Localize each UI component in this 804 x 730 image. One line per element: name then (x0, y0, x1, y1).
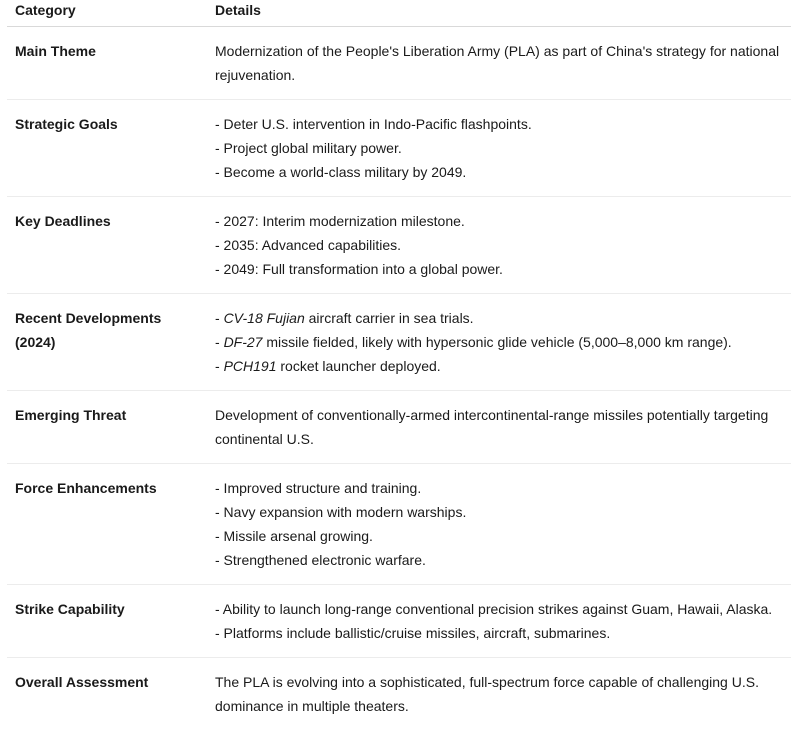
system-name: DF-27 (224, 334, 263, 350)
row-category: Key Deadlines (7, 197, 207, 294)
detail-prefix: - (215, 310, 224, 326)
system-name: CV-18 Fujian (224, 310, 305, 326)
row-category: Recent Developments (2024) (7, 294, 207, 391)
detail-line: - Strengthened electronic warfare. (215, 548, 783, 572)
table-row (7, 294, 791, 391)
row-category: Overall Assessment (7, 658, 207, 730)
detail-line: - Project global military power. (215, 136, 783, 160)
detail-line (215, 306, 783, 330)
header-row (7, 0, 791, 27)
detail-text: aircraft carrier in sea trials. (305, 310, 474, 326)
table-row (7, 197, 791, 294)
row-details (207, 294, 791, 391)
table-row (7, 464, 791, 585)
table-body (7, 27, 791, 730)
summary-table (7, 0, 791, 730)
detail-line: - Navy expansion with modern warships. (215, 500, 783, 524)
row-details (207, 197, 791, 294)
header-details: Details (207, 0, 791, 27)
detail-line: Development of conventionally-armed intercontinental-range missiles potentially targeting continental U.S. (215, 403, 783, 451)
row-details (207, 391, 791, 464)
row-details (207, 27, 791, 100)
detail-prefix: - (215, 334, 224, 350)
row-details (207, 100, 791, 197)
table-row (7, 585, 791, 658)
row-category: Strike Capability (7, 585, 207, 658)
detail-line (215, 354, 783, 378)
row-category: Main Theme (7, 27, 207, 100)
table-row (7, 100, 791, 197)
detail-text: missile fielded, likely with hypersonic glide vehicle (5,000–8,000 km range). (262, 334, 731, 350)
detail-line (215, 330, 783, 354)
detail-line: - Ability to launch long-range conventional precision strikes against Guam, Hawaii, Alaska. (215, 597, 783, 621)
table-row (7, 27, 791, 100)
detail-line: - Deter U.S. intervention in Indo-Pacific flashpoints. (215, 112, 783, 136)
detail-line: The PLA is evolving into a sophisticated, full-spectrum force capable of challenging U.S. dominance in multiple theaters. (215, 670, 783, 718)
detail-line: - Platforms include ballistic/cruise missiles, aircraft, submarines. (215, 621, 783, 645)
detail-line: - 2049: Full transformation into a global power. (215, 257, 783, 281)
detail-text: rocket launcher deployed. (276, 358, 440, 374)
header-category: Category (7, 0, 207, 27)
detail-prefix: - (215, 358, 224, 374)
row-category: Strategic Goals (7, 100, 207, 197)
detail-line: - Missile arsenal growing. (215, 524, 783, 548)
detail-line: - 2027: Interim modernization milestone. (215, 209, 783, 233)
table-header (7, 0, 791, 27)
detail-line: - Become a world-class military by 2049. (215, 160, 783, 184)
row-details (207, 585, 791, 658)
table-row (7, 391, 791, 464)
detail-line: - Improved structure and training. (215, 476, 783, 500)
row-category: Emerging Threat (7, 391, 207, 464)
system-name: PCH191 (224, 358, 277, 374)
detail-line: Modernization of the People's Liberation Army (PLA) as part of China's strategy for national rejuvenation. (215, 39, 783, 87)
row-details (207, 464, 791, 585)
detail-line: - 2035: Advanced capabilities. (215, 233, 783, 257)
row-category: Force Enhancements (7, 464, 207, 585)
